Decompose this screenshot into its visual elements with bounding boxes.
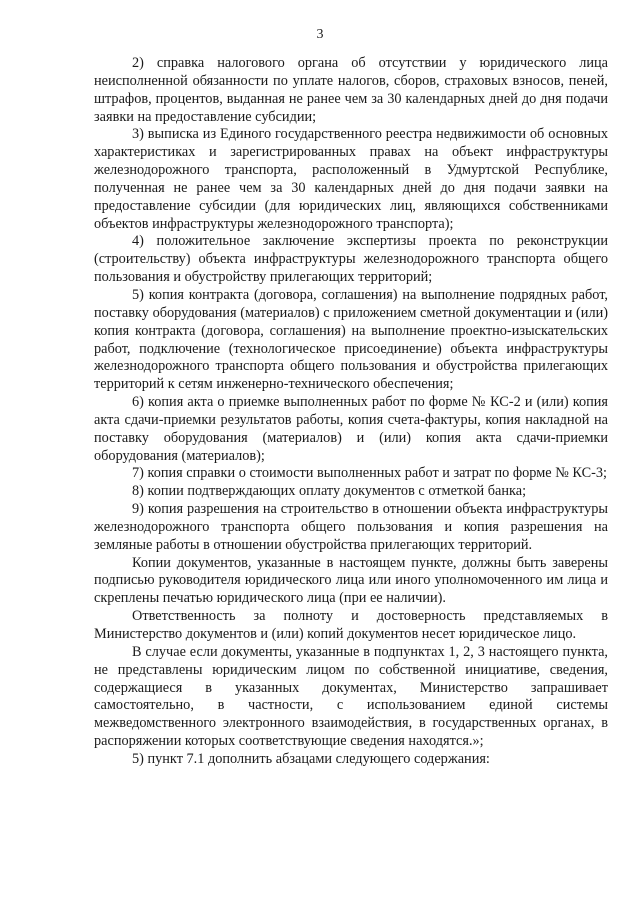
paragraph-item-7-cost-certificate: 7) копия справки о стоимости выполненных работ и затрат по форме № КС-3; <box>132 465 608 482</box>
paragraph-interagency-request: В случае если документы, указанные в подпунктах 1, 2, 3 настоящего пункта, не представлены юридическим лицом по собственной инициативе, сведения, содержащиеся в указанных документах, Министерство запрашивает самостоятельно, в частности, с использованием единой системы межведомственного электронного взаимодействия, в государственных органах, в распоряжении которых соответствующие сведения находятся.»; <box>94 643 608 750</box>
paragraph-item-9-construction-permit: 9) копия разрешения на строительство в отношении объекта инфраструктуры железнодорожного транспорта общего пользования и копия разрешения на земляные работы в отношении обустройства прилегающих территорий. <box>94 501 608 553</box>
paragraph-copies-certification: Копии документов, указанные в настоящем пункте, должны быть заверены подписью руководителя юридического лица или иного уполномоченного им лица и скреплены печатью юридического лица (при ее наличии). <box>94 554 608 607</box>
paragraph-item-3-registry-extract: 3) выписка из Единого государственного реестра недвижимости об основных характеристиках и зарегистрированных правах на объект инфраструктуры железнодорожного транспорта, расположенный в Удмуртской Республике, полученная не ранее чем за 30 календарных дней до дня подачи заявки на предоставление субсидии (для юридических лиц, являющихся собственниками объектов инфраструктуры железнодорожного транспорта); <box>94 126 608 232</box>
paragraph-item-5-contract-copy: 5) копия контракта (договора, соглашения) на выполнение подрядных работ, поставку оборудования (материалов) с приложением сметной документации и (или) копия контракта (договора, соглашения) на выполнение проектно-изыскательских работ, подключение (технологическое присоединение) объекта инфраструктуры железнодорожного транспорта общего пользования и обустройства прилегающих территорий к сетям инженерно-технического обеспечения; <box>94 286 608 393</box>
paragraph-item-2-tax-certificate: 2) справка налогового органа об отсутствии у юридического лица неисполненной обязанности по уплате налогов, сборов, страховых взносов, пеней, штрафов, процентов, выданная не ранее чем за 30 календарных дней до дня подачи заявки на предоставление субсидии; <box>94 55 608 125</box>
paragraph-item-6-acceptance-act: 6) копия акта о приемке выполненных работ по форме № КС-2 и (или) копия акта сдачи-приемки результатов работы, копия счета-фактуры, копия накладной на поставку оборудования (материалов) и (или) копия акта сдачи-приемки оборудования (материалов); <box>94 394 608 464</box>
paragraph-item-7-1-amendment: 5) пункт 7.1 дополнить абзацами следующего содержания: <box>132 750 490 767</box>
document-body <box>94 55 608 769</box>
page-number: 3 <box>316 27 324 42</box>
paragraph-responsibility: Ответственность за полноту и достоверность представляемых в Министерство документов и (или) копий документов несет юридическое лицо. <box>94 608 608 642</box>
paragraph-item-4-expert-conclusion: 4) положительное заключение экспертизы проекта по реконструкции (строительству) объекта инфраструктуры железнодорожного транспорта общего пользования и обустройству прилегающих территорий; <box>94 233 608 286</box>
paragraph-item-8-payment-documents: 8) копии подтверждающих оплату документов с отметкой банка; <box>132 483 527 500</box>
